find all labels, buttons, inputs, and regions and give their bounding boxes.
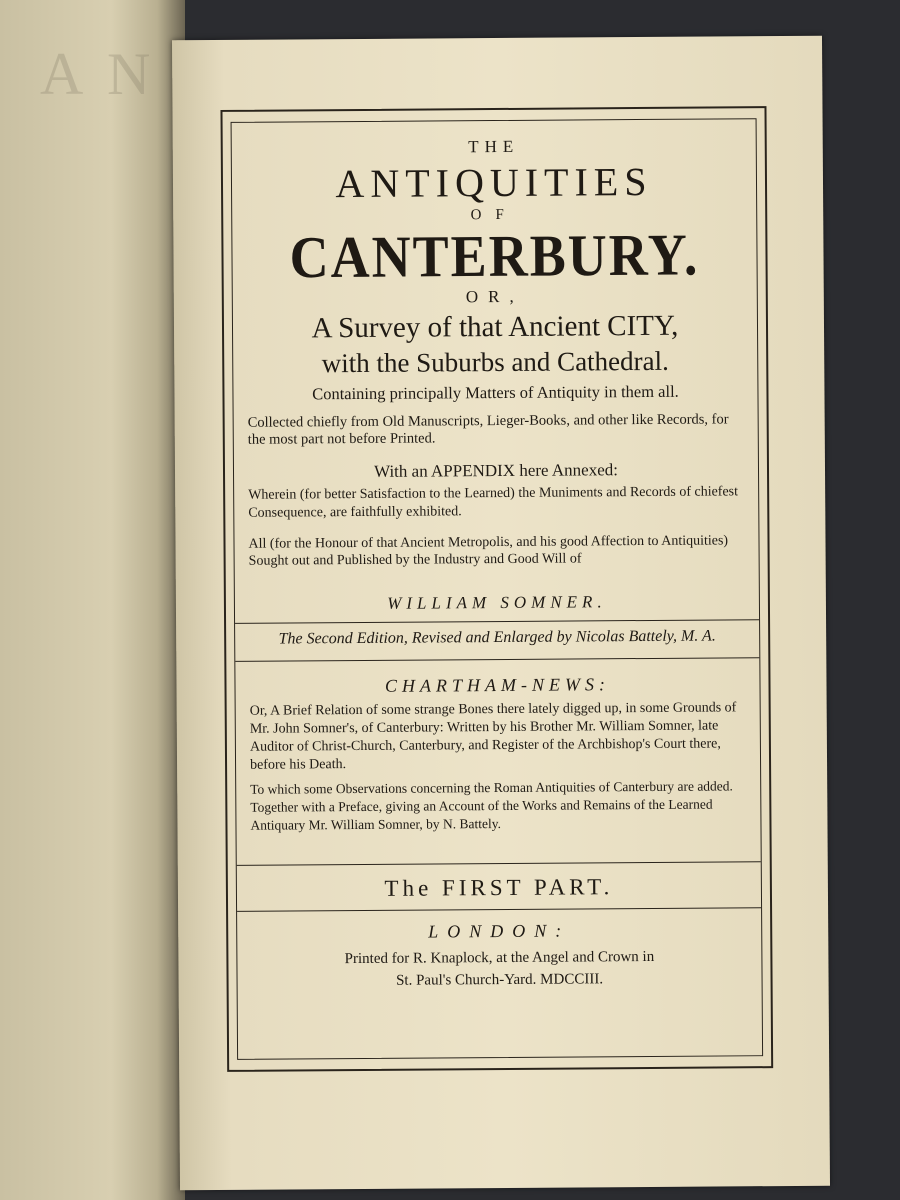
- left-page: [0, 0, 185, 1200]
- title-of: OF: [470, 206, 518, 224]
- appendix-line: With an APPENDIX here Annexed:: [373, 460, 619, 481]
- title-the: THE: [468, 136, 520, 157]
- inner-border: [231, 118, 764, 1060]
- collected-paragraph: Collected chiefly from Old Manuscripts, Lieger-Books, and other like Records, for the most part not before Printed.: [247, 411, 729, 448]
- divider-rule: [237, 861, 761, 866]
- chartham-heading: CHARTHAM-NEWS:: [384, 674, 611, 696]
- imprint-london: LONDON:: [428, 920, 571, 942]
- wherein-paragraph: Wherein (for better Satisfaction to the Learned) the Muniments and Records of chiefest Consequence, are faithfully exhibited.: [248, 484, 739, 521]
- divider-rule: [235, 619, 759, 624]
- to-which-paragraph: To which some Observations concerning the Roman Antiquities of Canterbury are added. Together with a Preface, giving an Account of the Works and Remains of the Learned Antiquary Mr. William Somner, by N. Battely.: [250, 778, 733, 833]
- relation-paragraph: Or, A Brief Relation of some strange Bones there lately digged up, in some Grounds of Mr. John Somner's, of Canterbury: Written by his Brother Mr. William Somner, late Auditor of Christ-Church, Canterbury, and Register of the Archbishop's Court there, before his Death.: [249, 700, 737, 773]
- imprint-line-1: Printed for R. Knaplock, at the Angel and Crown in: [344, 948, 655, 968]
- title-canterbury: CANTERBURY.: [289, 221, 700, 291]
- first-part-heading: The FIRST PART.: [384, 874, 614, 901]
- title-antiquities: ANTIQUITIES: [335, 158, 653, 207]
- title-or: OR,: [465, 286, 524, 307]
- divider-rule: [235, 657, 759, 662]
- bleed-through-lettering: A N: [40, 41, 157, 107]
- imprint-line-2: St. Paul's Church-Yard. MDCCIII.: [395, 971, 604, 989]
- containing-line: Containing principally Matters of Antiquity in them all.: [312, 381, 679, 404]
- outer-border: [220, 106, 773, 1072]
- subtitle-survey: A Survey of that Ancient CITY,: [311, 309, 679, 345]
- title-page: [172, 36, 830, 1191]
- edition-line: The Second Edition, Revised and Enlarged by Nicolas Battely, M. A.: [278, 627, 716, 648]
- imprint-printer: [237, 945, 761, 993]
- author-name: WILLIAM SOMNER.: [387, 592, 607, 613]
- divider-rule: [237, 907, 761, 912]
- all-paragraph: All (for the Honour of that Ancient Metropolis, and his good Affection to Antiquities) Sought out and Published by the Industry and Good Will of: [248, 533, 729, 569]
- subtitle-suburbs: with the Suburbs and Cathedral.: [321, 345, 669, 379]
